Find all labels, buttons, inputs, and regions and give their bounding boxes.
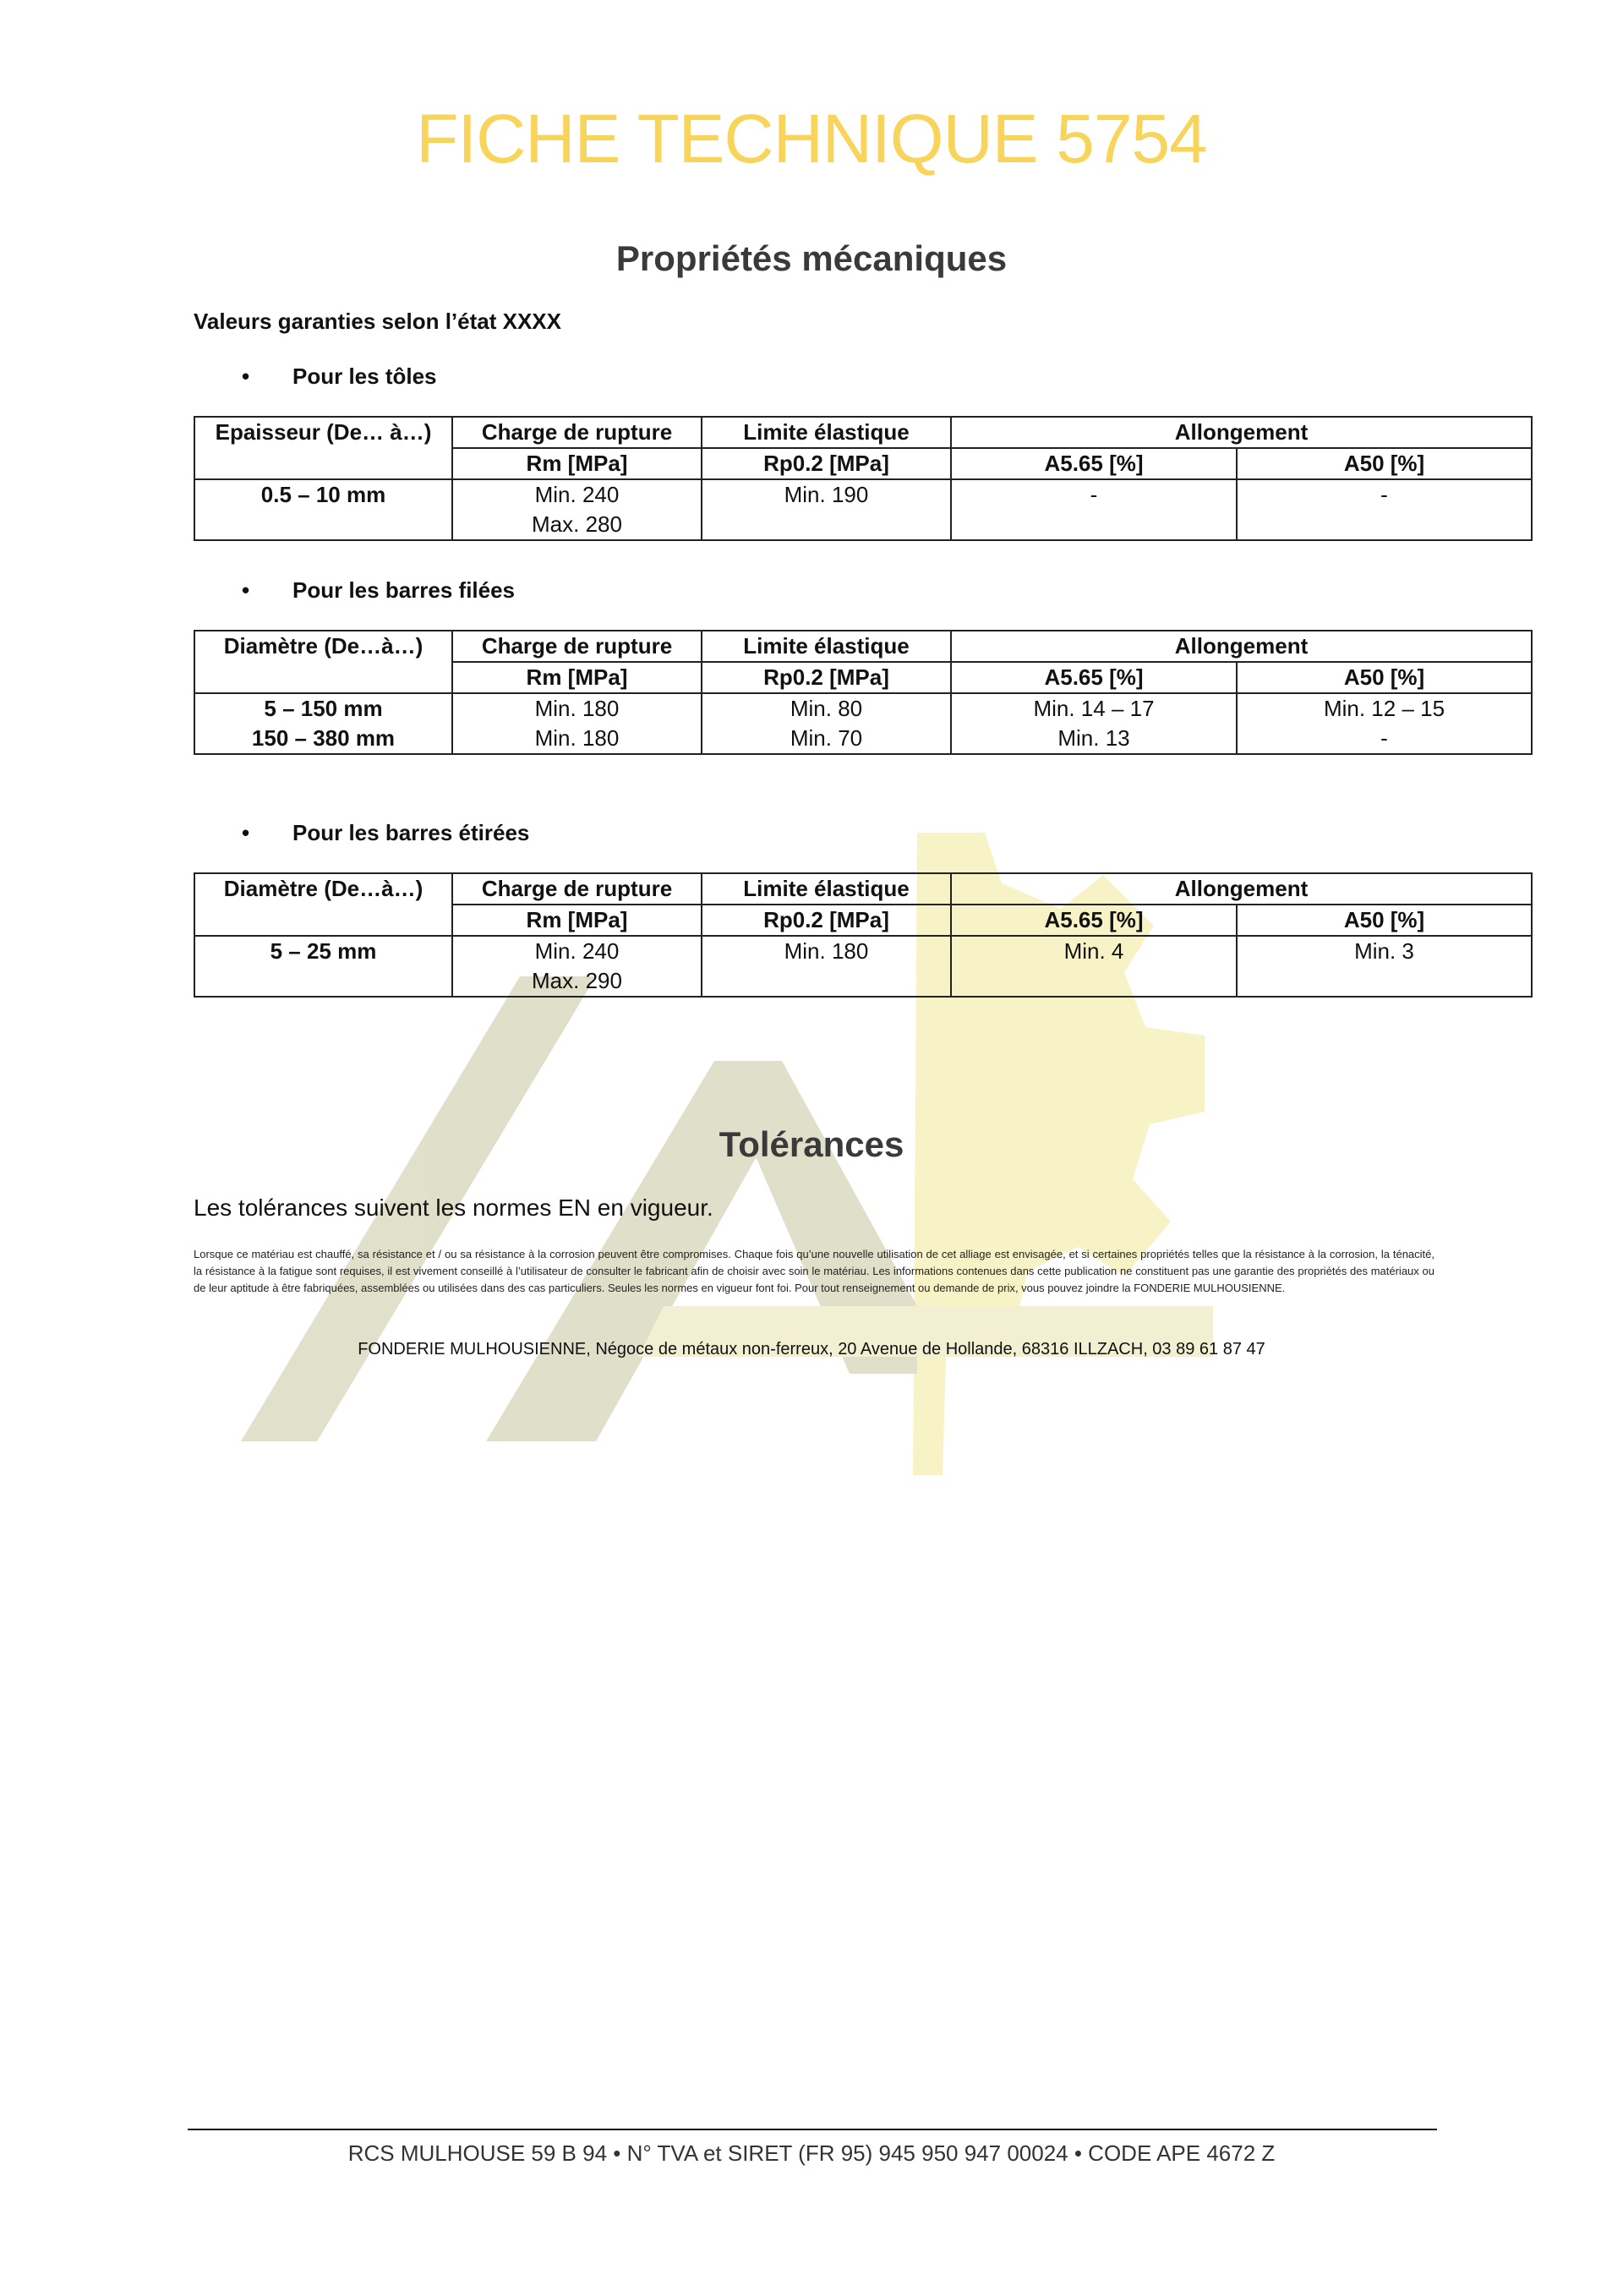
header-rm: Rm [MPa] [452, 905, 702, 936]
tolerances-text: Les tolérances suivent les normes EN en vigueur. [194, 1194, 713, 1221]
table-row [194, 936, 1532, 997]
a565-2: Min. 13 [1057, 725, 1130, 751]
cell-range: 0.5 – 10 mm [194, 479, 452, 540]
cell-range: 5 – 25 mm [194, 936, 452, 997]
bullet-icon: • [242, 364, 250, 389]
bullet-icon: • [242, 820, 250, 845]
table-header-row [194, 417, 1532, 448]
table-header-row [194, 631, 1532, 662]
company-address: FONDERIE MULHOUSIENNE, Négoce de métaux non-ferreux, 20 Avenue de Hollande, 68316 ILLZACH, 03 89 61 87 47 [358, 1340, 1265, 1358]
cell-range [194, 693, 452, 754]
cell-rp: Min. 190 [702, 479, 951, 540]
header-a50: A50 [%] [1237, 448, 1532, 479]
header-col1: Epaisseur (De… à…) [194, 417, 452, 448]
table-header-row [194, 873, 1532, 905]
header-col1: Diamètre (De…à…) [194, 631, 452, 662]
header-a565: A5.65 [%] [951, 905, 1237, 936]
table-subheader-row [194, 662, 1532, 693]
disclaimer-text: Lorsque ce matériau est chauffé, sa résistance et / ou sa résistance à la corrosion peuvent être compromises. Chaque fois qu’une nouvelle utilisation de cet alliage est envisagée, et si certaines propriétés telles que la résistance à la corrosion, la ténacité, la résistance à la fatigue sont requises, il est vivement conseillé à l’utilisateur de consulter le fabricant afin de choisir avec soin le matériau. Les informations contenues dans cette publication ne constituent pas une garantie des propriétés des matériaux ou de leur aptitude à être fabriquées, assemblées ou utilisées dans des cas particuliers. Seules les normes en vigueur font foi. Pour tout renseignement ou demande de prix, vous pouvez joindre la FONDERIE MULHOUSIENNE. [194, 1248, 1434, 1294]
a565-1: Min. 14 – 17 [1033, 696, 1155, 721]
rm-max: Max. 290 [532, 968, 622, 993]
header-col1: Diamètre (De…à…) [194, 873, 452, 905]
footer-legal: RCS MULHOUSE 59 B 94 • N° TVA et SIRET (FR 95) 945 950 947 00024 • CODE APE 4672 Z [347, 2140, 1276, 2166]
header-charge: Charge de rupture [452, 873, 702, 905]
header-charge: Charge de rupture [452, 631, 702, 662]
header-allongement: Allongement [951, 631, 1532, 662]
a50-1: Min. 12 – 15 [1323, 696, 1445, 721]
bullet-label: Pour les barres filées [292, 577, 516, 603]
header-charge: Charge de rupture [452, 417, 702, 448]
table-row [194, 479, 1532, 540]
header-empty [194, 448, 452, 479]
rm-min: Min. 240 [534, 938, 620, 964]
mechanical-properties-heading: Propriétés mécaniques [615, 238, 1008, 278]
bullet-extruded-bars [242, 577, 515, 604]
rm-min: Min. 240 [534, 482, 620, 507]
header-a50: A50 [%] [1237, 905, 1532, 936]
footer-divider [188, 2129, 1437, 2130]
header-rm: Rm [MPa] [452, 662, 702, 693]
rm-max: Max. 280 [532, 511, 622, 537]
cell-rm [452, 479, 702, 540]
cell-a50: - [1237, 479, 1532, 540]
header-limite: Limite élastique [702, 873, 951, 905]
rm-1: Min. 180 [534, 696, 620, 721]
table-subheader-row [194, 905, 1532, 936]
cell-a50 [1237, 693, 1532, 754]
header-empty [194, 662, 452, 693]
header-limite: Limite élastique [702, 631, 951, 662]
header-a565: A5.65 [%] [951, 448, 1237, 479]
bullet-sheets [242, 364, 437, 390]
bullet-label: Pour les barres étirées [292, 820, 530, 845]
cell-a565: - [951, 479, 1237, 540]
cell-rm [452, 936, 702, 997]
header-rm: Rm [MPa] [452, 448, 702, 479]
header-limite: Limite élastique [702, 417, 951, 448]
cell-a50: Min. 3 [1237, 936, 1532, 997]
header-rp: Rp0.2 [MPa] [702, 662, 951, 693]
range-1: 5 – 150 mm [264, 696, 383, 721]
cell-a565: Min. 4 [951, 936, 1237, 997]
document-title: FICHE TECHNIQUE 5754 [416, 101, 1207, 178]
header-rp: Rp0.2 [MPa] [702, 905, 951, 936]
bullet-label: Pour les tôles [292, 364, 437, 389]
header-a50: A50 [%] [1237, 662, 1532, 693]
tolerances-heading: Tolérances [719, 1124, 904, 1164]
drawn-bars-table [194, 872, 1533, 998]
cell-rm [452, 693, 702, 754]
bullet-icon: • [242, 577, 250, 603]
extruded-bars-table [194, 630, 1533, 755]
range-2: 150 – 380 mm [251, 725, 396, 751]
header-empty [194, 905, 452, 936]
rp-2: Min. 70 [790, 725, 863, 751]
cell-a565 [951, 693, 1237, 754]
header-allongement: Allongement [951, 417, 1532, 448]
a50-2: - [1380, 725, 1388, 751]
cell-rp: Min. 180 [702, 936, 951, 997]
header-rp: Rp0.2 [MPa] [702, 448, 951, 479]
header-a565: A5.65 [%] [951, 662, 1237, 693]
sheets-table [194, 416, 1533, 541]
rp-1: Min. 80 [790, 696, 863, 721]
table-subheader-row [194, 448, 1532, 479]
header-allongement: Allongement [951, 873, 1532, 905]
bullet-drawn-bars [242, 820, 529, 846]
guaranteed-values-subtitle: Valeurs garanties selon l’état XXXX [194, 309, 561, 334]
cell-rp [702, 693, 951, 754]
table-row [194, 693, 1532, 754]
rm-2: Min. 180 [534, 725, 620, 751]
